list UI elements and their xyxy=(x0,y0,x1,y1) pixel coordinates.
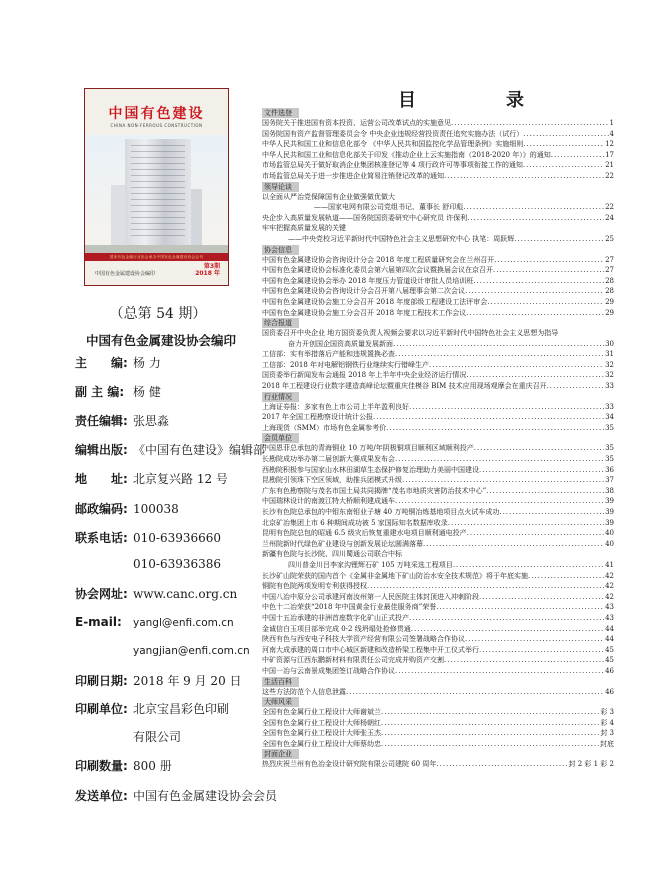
toc-entry[interactable] xyxy=(262,454,614,465)
toc-page-number: 封 2 彩 1 彩 2 xyxy=(568,760,614,769)
toc-entry-title: 市场监管总局关于进一步推进企业简易注销登记改革的通知 xyxy=(262,171,444,180)
cover-ground xyxy=(85,245,228,253)
toc-entry[interactable] xyxy=(262,276,614,287)
toc-entry-title: 国资委举行新闻发布会通报 2018 年上半年中央企业经济运行情况 xyxy=(262,371,467,380)
cover-image xyxy=(84,88,229,286)
toc-page-number: 42 xyxy=(605,592,614,601)
association-name: 中国有色金属建设协会编印 xyxy=(86,333,237,348)
toc-page-number: 35 xyxy=(605,455,614,464)
masthead-value: 有限公司 xyxy=(133,730,182,744)
masthead-value: 北京复兴路 12 号 xyxy=(133,472,228,486)
toc-leader-dots xyxy=(453,560,604,571)
masthead-value: 杨 力 xyxy=(133,356,161,370)
toc-page-number: 46 xyxy=(605,666,614,675)
toc-section-heading: 协会信息 xyxy=(262,245,299,255)
toc-entry-title: 河南大成承建的周口市中心城区新建和改造桥梁工程集中开工仪式举行 xyxy=(262,645,479,654)
masthead-label: 责任编辑: xyxy=(75,414,128,428)
toc-entry[interactable] xyxy=(262,634,614,645)
masthead-label: 主 编: xyxy=(75,356,128,370)
toc-entry-title: 国务院国有资产监督管理委员会令 中央企业违规经营投资责任追究实施办法（试行） xyxy=(262,129,524,138)
toc-page-number: 28 xyxy=(605,287,614,296)
toc-section-heading: 生活百科 xyxy=(262,677,299,687)
toc-entry[interactable] xyxy=(262,571,614,582)
masthead-label: 印刷日期: xyxy=(75,674,128,688)
toc-entry-title: 广东有色勘察院与茂名市国土局共同揭牌“茂名市地质灾害防治技术中心” xyxy=(262,486,487,495)
toc-section-heading: 大师风采 xyxy=(262,697,299,707)
toc-leader-dots xyxy=(467,213,604,224)
toc-entry[interactable] xyxy=(262,286,614,297)
toc-entry[interactable] xyxy=(262,118,614,129)
toc-page-number: 22 xyxy=(605,203,614,212)
cover-issue-number: 第3期 xyxy=(203,263,220,270)
toc-entry-title: 中华人民共和国工业和信息化部关于印发《推动企业上云实施指南（2018-2020 年）》的通知 xyxy=(262,150,551,159)
masthead-value[interactable]: yangjian@enfi.com.cn xyxy=(133,645,250,657)
toc-entry[interactable] xyxy=(262,581,614,592)
toc-page-number: 40 xyxy=(605,539,614,548)
toc-entry-title: 央企步入高质量发展轨道——国务院国资委研究中心研究员 许保利 xyxy=(262,213,468,222)
toc-entry[interactable] xyxy=(262,150,614,161)
toc-leader-dots xyxy=(409,613,604,624)
toc-entry-title: 中华人民共和国工业和信息化部令 《中华人民共和国监控化学品管理条例》实施细则 xyxy=(262,140,524,149)
masthead-value: 800 册 xyxy=(133,759,172,773)
toc-section-heading: 封面企业 xyxy=(262,749,299,759)
toc-entry-title: 铜院有色院两项发明专利获得授权 xyxy=(262,582,367,591)
cover-band: 国家有色金属行业协会承办中国有色金属建设协会会刊 xyxy=(85,253,228,261)
masthead-value: 张思淼 xyxy=(133,414,170,428)
toc-leader-dots xyxy=(395,666,604,677)
masthead-label: 联系电话: xyxy=(75,531,128,545)
toc-entry[interactable] xyxy=(262,655,614,666)
toc-entry-title: 兰州院新时代绿色矿业建设与创新发展论坛圆满落幕 xyxy=(262,539,423,548)
toc-leader-dots xyxy=(448,518,604,529)
toc-section-heading: 行业情况 xyxy=(262,392,299,402)
toc-leader-dots xyxy=(402,475,604,486)
toc-entry[interactable] xyxy=(262,613,614,624)
toc-leader-dots xyxy=(528,571,604,582)
toc-page-number: 39 xyxy=(605,518,614,527)
toc-leader-dots xyxy=(381,718,599,729)
masthead-value: 010-63936660 xyxy=(133,531,222,545)
toc-entry[interactable] xyxy=(262,202,614,213)
masthead-row xyxy=(75,787,277,804)
masthead-row xyxy=(75,470,228,487)
toc-entry[interactable] xyxy=(262,687,614,698)
toc-entry[interactable] xyxy=(262,370,614,381)
toc-leader-dots xyxy=(436,602,604,613)
toc-leader-dots xyxy=(523,139,604,150)
masthead-label: 地 址: xyxy=(75,472,128,486)
toc-page-number: 38 xyxy=(605,486,614,495)
toc-entry-title: 长沙矿山院荣获的国内首个《金属非金属地下矿山防治水安全技术规范》将于年底实施 xyxy=(262,571,528,580)
masthead-value: 杨 健 xyxy=(133,385,161,399)
toc-leader-dots xyxy=(493,265,604,276)
masthead-value[interactable]: yangl@enfi.com.cn xyxy=(133,617,234,629)
toc-page-number: 35 xyxy=(605,444,614,453)
toc-page-number: 27 xyxy=(605,255,614,264)
toc-leader-dots xyxy=(436,759,567,770)
toc-entry[interactable] xyxy=(262,234,614,245)
toc-leader-dots xyxy=(381,739,599,750)
toc-leader-dots xyxy=(451,118,609,129)
toc-entry-title: 工信部：2018 年对电解铝钢铁行业继续实行错峰生产 xyxy=(262,360,430,369)
toc-entry[interactable] xyxy=(262,171,614,182)
toc-entry-title: ——国家电网有限公司党组书记、董事长 舒印彪 xyxy=(314,203,464,212)
toc-entry-title: 西勘院积极参与国家山水林田湖草生态保护修复治理助力美丽中国建设 xyxy=(262,465,479,474)
toc-entry-title: 中国有色金属建设协会标准化委员会第六届第四次会议暨换届会议在京召开 xyxy=(262,266,493,275)
toc-leader-dots xyxy=(473,276,604,287)
toc-page-number: 42 xyxy=(605,571,614,580)
toc-entry-title: 中国有色金属建设协会咨询设计分会召开第八届理事会第二次会议 xyxy=(262,287,465,296)
toc-entry[interactable] xyxy=(262,475,614,486)
toc-leader-dots xyxy=(395,454,604,465)
toc-entry[interactable] xyxy=(262,381,614,392)
masthead-row xyxy=(75,585,237,602)
toc-leader-dots xyxy=(467,528,604,539)
toc-entry-title: 北京矿冶集团上市 6 种期间成功被 5 家国际知名数据库收录 xyxy=(262,518,448,527)
toc-page-number: 44 xyxy=(605,635,614,644)
toc-entry-title: 中色十二冶荣获“2018 年中国黄金行业最佳服务商”荣誉 xyxy=(262,603,437,612)
toc-entry[interactable] xyxy=(262,443,614,454)
toc-leader-dots xyxy=(411,624,604,635)
toc-entry-title: 奋力开创国企国资高质量发展新面 xyxy=(288,339,393,348)
masthead-row xyxy=(75,700,229,717)
toc-entry-title: ——中央党校习近平新时代中国特色社会主义思想研究中心 执笔：周跃辉 xyxy=(288,234,515,243)
toc-page-number: 43 xyxy=(605,603,614,612)
toc-page-number: 30 xyxy=(605,339,614,348)
toc-page-number: 27 xyxy=(605,266,614,275)
toc-entry[interactable] xyxy=(262,297,614,308)
masthead-value: 中国有色金属建设协会会员 xyxy=(133,789,278,803)
toc-page-number: 32 xyxy=(605,360,614,369)
toc-page-number: 封底 xyxy=(600,739,614,748)
toc-entry-title: 市场监管总局关于做好取消企业集团核准登记等 4 项行政许可等事项衔接工作的通知 xyxy=(262,161,523,170)
masthead-row xyxy=(75,615,234,629)
toc-page-number: 46 xyxy=(605,687,614,696)
toc-entry-title: 全国有色金属行业工程设计大师杨朝红 xyxy=(262,718,381,727)
toc-entry[interactable] xyxy=(262,507,614,518)
toc-entry[interactable] xyxy=(262,339,614,350)
toc-entry[interactable] xyxy=(262,423,614,434)
toc-leader-dots xyxy=(367,581,604,592)
toc-entry[interactable] xyxy=(262,624,614,635)
toc-entry-title: 全国有色金属行业工程设计大师蔡幼忠 xyxy=(262,739,381,748)
toc-entry[interactable] xyxy=(262,592,614,603)
toc-page-number: 34 xyxy=(605,413,614,422)
toc-page-number: 43 xyxy=(605,613,614,622)
toc-leader-dots xyxy=(479,592,604,603)
toc-entry-title: 中国有色金属建设协会施工分会召开 2018 年度工程技术工作会议 xyxy=(262,308,467,317)
total-issue-number: （总第 54 期） xyxy=(109,306,207,322)
toc-leader-dots xyxy=(486,486,604,497)
toc-page-number: 彩 3 xyxy=(600,708,614,717)
toc-entry-title[interactable]: 以全面从严治党保障国有企业做强做优做大 xyxy=(262,192,395,201)
toc-entry-title: 国务院关于推进国有资本投资、运营公司改革试点的实施意见 xyxy=(262,119,451,127)
toc-entry[interactable] xyxy=(262,308,614,319)
toc-section-heading: 文件选登 xyxy=(262,108,299,118)
toc-leader-dots xyxy=(551,150,604,161)
masthead-value[interactable]: www.canc.org.cn xyxy=(133,587,238,601)
toc-leader-dots xyxy=(444,171,604,182)
toc-entry-title: 上海现货（SMM）市场有色金属参考价 xyxy=(262,423,387,432)
masthead-label: 编辑出版: xyxy=(75,443,128,457)
toc-leader-dots xyxy=(547,381,605,392)
toc-entry[interactable] xyxy=(262,739,614,750)
toc-leader-dots xyxy=(465,634,604,645)
toc-entry-title: 这些方法防范个人信息泄露 xyxy=(262,687,346,696)
toc-page-number: 40 xyxy=(605,529,614,538)
toc-entry[interactable] xyxy=(262,360,614,371)
masthead-label: E-mail: xyxy=(75,615,122,629)
toc-entry-title: 金诚信白玉项目部举完成 0-2 线坍塌处抢修贯通 xyxy=(262,624,411,633)
toc-entry-title: 工信部：实有举措落后产能和违规置换必查 xyxy=(262,350,395,359)
masthead-row xyxy=(75,354,161,371)
toc-entry[interactable] xyxy=(262,560,614,571)
toc-page-number: 41 xyxy=(605,560,614,569)
toc-entry-title: 中国八冶中原分公司承建河南汝州第一人民医院主体封顶进入冲刺阶段 xyxy=(262,592,479,601)
masthead-label: 副 主 编: xyxy=(75,385,125,399)
cover-issue-year: 2018 年 xyxy=(195,270,220,277)
toc-entry[interactable] xyxy=(262,496,614,507)
toc-page-number: 39 xyxy=(605,508,614,516)
toc-entry-title: 长沙有色院总承包的中钼东南钼业子塘 40 万吨铜冶炼基地项目点火试车成功 xyxy=(262,508,500,516)
toc-page-number: 32 xyxy=(605,371,614,380)
masthead-value: 010-63936386 xyxy=(133,557,222,571)
masthead-row xyxy=(75,500,179,517)
toc-page-number: 33 xyxy=(605,402,614,411)
toc-leader-dots xyxy=(381,707,599,718)
toc-leader-dots xyxy=(386,423,604,434)
toc-entry-title: 陕西有色与西安电子科技大学资产经营有限公司签署战略合作协议 xyxy=(262,635,465,644)
masthead-row xyxy=(75,529,221,546)
toc-entry-title: 昆明有色院总包的昭通 6.5 级灾后恢复重建水电项目顺利通电投产 xyxy=(262,529,467,538)
masthead-row xyxy=(75,643,250,657)
toc-page-number: 12 xyxy=(605,140,614,149)
toc-leader-dots xyxy=(393,339,604,350)
toc-entry-title: 中国有色金属建设协会咨询设计分会 2018 年度工程质量研究会在兰州召开 xyxy=(262,255,495,264)
toc-page-number: 4 xyxy=(609,129,614,138)
toc-leader-dots xyxy=(499,507,604,518)
toc-entry[interactable] xyxy=(262,349,614,360)
toc-entry-title: 全国有色金属行业工程设计大师谢斌兰 xyxy=(262,708,381,717)
toc-entry-title: 2017 年全国工程勘察设计统计公报 xyxy=(262,413,374,422)
toc-page-number: 45 xyxy=(605,645,614,654)
toc-entry-title[interactable]: 新疆有色院与长沙院、四川蜀通公司联合中标 xyxy=(262,550,402,559)
toc-leader-dots xyxy=(479,465,604,476)
masthead-row xyxy=(75,672,242,689)
toc-entry-title: 中国恩菲总承包的青海铜业 10 万吨/年阴极铜项目顺利区域顺利投产 xyxy=(262,444,474,453)
toc-page-number: 37 xyxy=(605,476,614,485)
cover-publisher: 中国有色金属建设协会编印 xyxy=(95,271,156,277)
toc-leader-dots xyxy=(395,496,604,507)
toc-title: 目 录 xyxy=(398,90,560,111)
toc-page-number: 33 xyxy=(605,382,614,391)
toc-entry[interactable] xyxy=(262,759,614,770)
masthead-value: 《中国有色建设》编辑部 xyxy=(133,443,266,457)
cover-issue xyxy=(195,263,220,277)
toc-page-number: 彩 4 xyxy=(600,718,614,727)
toc-section-heading: 会员单位 xyxy=(262,433,299,443)
toc-page-number: 1 xyxy=(609,119,614,127)
toc-entry[interactable] xyxy=(262,265,614,276)
toc-page-number: 45 xyxy=(605,656,614,665)
toc-entry[interactable] xyxy=(262,645,614,656)
toc-entry-title: 中国一冶与云南景成集团签订战略合作协议 xyxy=(262,666,395,675)
masthead-value: 100038 xyxy=(133,502,179,516)
toc-entry[interactable] xyxy=(262,255,614,266)
toc-entry-title: 四川普金川吕李家沟锂辉石矿 105 万吨采选工程项目 xyxy=(288,560,453,569)
toc-page-number: 22 xyxy=(605,171,614,180)
toc-entry-title[interactable]: 国资委召开中央企业 地方国资委负责人视频会要求以习近平新时代中国特色社会主义思想为指导 xyxy=(262,329,559,338)
toc-entry-title: 长勘院成功举办第二届创新大赛成果发布会 xyxy=(262,455,395,464)
toc-entry-title: 2018 年工程建设行业数字建造高峰论坛暨重庆佳模谷 BIM 技术应用现场观摩会在重庆召开 xyxy=(262,382,547,391)
toc-page-number: 35 xyxy=(605,423,614,432)
toc-page-number: 36 xyxy=(605,465,614,474)
toc-entry[interactable] xyxy=(262,402,614,413)
toc-entry[interactable] xyxy=(262,728,614,739)
toc-entry[interactable] xyxy=(262,465,614,476)
toc-leader-dots xyxy=(466,308,604,319)
toc-leader-dots xyxy=(395,349,604,360)
toc-entry[interactable] xyxy=(262,528,614,539)
toc-section-heading: 领导论谈 xyxy=(262,182,299,192)
masthead-row xyxy=(75,557,221,571)
toc-page-number: 29 xyxy=(605,308,614,317)
toc-page-number: 24 xyxy=(605,213,614,222)
toc-entry-title[interactable]: 牢牢把握高质量发展的关键 xyxy=(262,224,346,233)
table-of-contents xyxy=(262,108,614,770)
toc-leader-dots xyxy=(381,728,599,739)
toc-leader-dots xyxy=(514,234,604,245)
toc-leader-dots xyxy=(494,255,604,266)
cover-title: 中国有色建设 xyxy=(108,106,205,122)
toc-entry-title: 中矿资源与江西东鹏新材料有限责任公司完成并购资产交割 xyxy=(262,656,444,665)
masthead-row xyxy=(75,383,161,400)
toc-leader-dots xyxy=(444,655,604,666)
masthead-label: 印刷数量: xyxy=(75,759,128,773)
toc-entry-title: 全国有色金属行业工程设计大师张玉杰 xyxy=(262,729,381,738)
cover-building xyxy=(125,139,191,247)
toc-page-number: 42 xyxy=(605,582,614,591)
toc-entry-title: 中国十五冶承建的非洲首座数字化矿山正式投产 xyxy=(262,613,409,622)
toc-entry[interactable] xyxy=(262,602,614,613)
toc-leader-dots xyxy=(523,129,608,140)
toc-page-number: 25 xyxy=(605,234,614,243)
masthead-row xyxy=(75,757,172,774)
toc-section-heading: 综合报道 xyxy=(262,318,299,328)
masthead-label: 邮政编码: xyxy=(75,502,128,516)
toc-entry-title: 中国瑞林设计的南渡江特大桥顺利建成通车 xyxy=(262,497,395,506)
masthead-row xyxy=(75,441,265,458)
toc-leader-dots xyxy=(474,443,604,454)
toc-entry[interactable] xyxy=(262,213,614,224)
masthead-value: 2018 年 9 月 20 日 xyxy=(133,674,242,688)
masthead-value: 北京宝昌彩色印刷 xyxy=(133,702,230,716)
masthead-label: 发送单位: xyxy=(75,789,128,803)
toc-entry-title: 中国有色金属建设协会举办 2018 年度压力管道设计审批人员培训班 xyxy=(262,276,474,285)
toc-leader-dots xyxy=(409,402,604,413)
toc-entry[interactable] xyxy=(262,486,614,497)
toc-leader-dots xyxy=(466,370,604,381)
toc-entry[interactable] xyxy=(262,129,614,140)
toc-entry[interactable] xyxy=(262,139,614,150)
toc-leader-dots xyxy=(465,286,604,297)
masthead-label: 印刷单位: xyxy=(75,702,128,716)
toc-leader-dots xyxy=(346,687,604,698)
toc-entry[interactable] xyxy=(262,666,614,677)
cover-subtitle: CHINA NON-FERROUS CONSTRUCTION xyxy=(110,123,203,128)
toc-entry[interactable] xyxy=(262,707,614,718)
toc-entry[interactable] xyxy=(262,160,614,171)
toc-entry-title: 上海证券报：多家有色上市公司上半年盈利良好 xyxy=(262,402,409,411)
toc-leader-dots xyxy=(487,297,604,308)
toc-page-number: 44 xyxy=(605,624,614,633)
toc-leader-dots xyxy=(479,645,604,656)
masthead-label: 协会网址: xyxy=(75,587,128,601)
toc-entry[interactable] xyxy=(262,518,614,529)
toc-entry-title: 热烈庆祝兰州有色冶金设计研究院有限公司建院 60 周年 xyxy=(262,760,437,769)
toc-page-number: 17 xyxy=(605,150,614,159)
toc-entry[interactable] xyxy=(262,539,614,550)
toc-entry[interactable] xyxy=(262,412,614,423)
toc-leader-dots xyxy=(523,160,604,171)
masthead-row xyxy=(75,728,181,745)
toc-page-number: 28 xyxy=(605,276,614,285)
toc-leader-dots xyxy=(373,412,604,423)
toc-leader-dots xyxy=(463,202,604,213)
toc-entry-title: 昆勘院引领珠下空区领域，助推兵团模式升级 xyxy=(262,476,402,485)
toc-page-number: 29 xyxy=(605,297,614,306)
toc-page-number: 31 xyxy=(605,350,614,359)
toc-page-number: 21 xyxy=(605,161,614,170)
toc-page-number: 39 xyxy=(605,497,614,506)
toc-entry-title: 中国有色金属建设协会施工分会召开 2018 年度部级工程建设工法评审会 xyxy=(262,297,488,306)
toc-leader-dots xyxy=(429,360,604,371)
toc-entry[interactable] xyxy=(262,718,614,729)
toc-page-number: 封 3 xyxy=(600,729,614,738)
toc-leader-dots xyxy=(423,539,604,550)
masthead-row xyxy=(75,412,169,429)
